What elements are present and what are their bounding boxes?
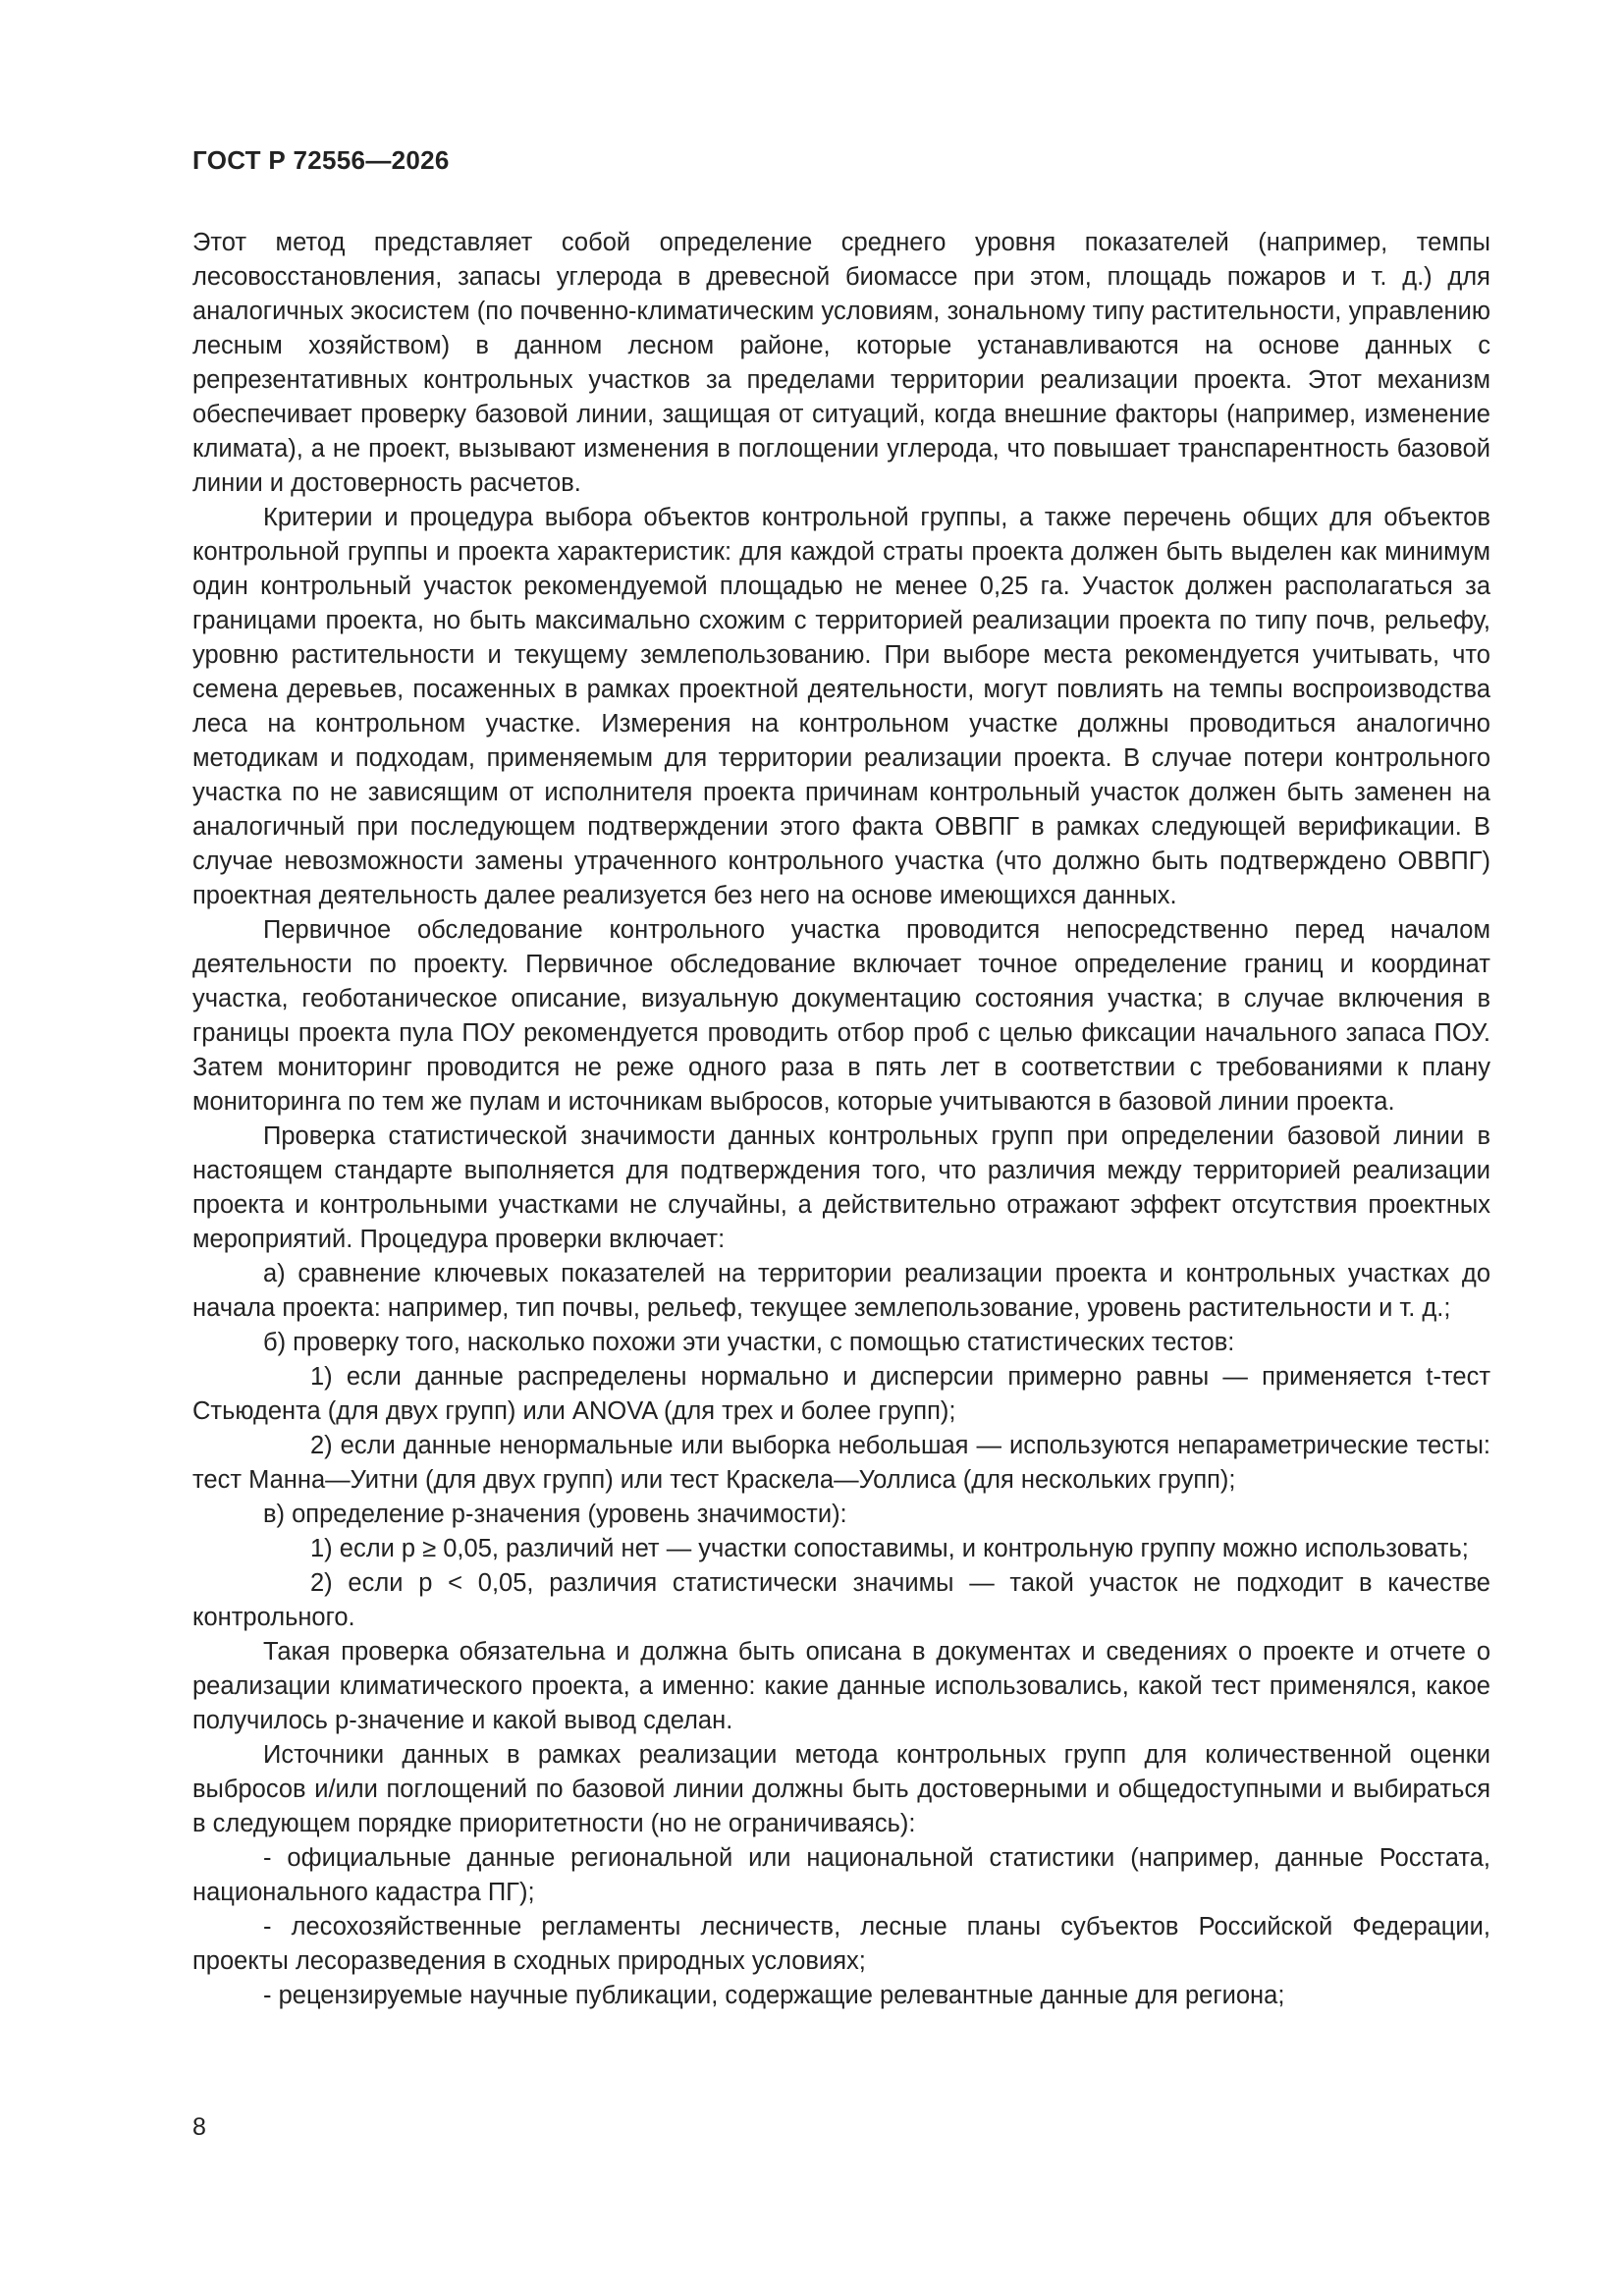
paragraph-initial-survey: Первичное обследование контрольного участка проводится непосредственно перед началом деятельности по проекту. Первичное обследование включает точное определение границ и координат участка, геоботаническое описание, визуальную документацию состояния участка; в случае включения в границы проекта пула ПОУ рекомендуется проводить отбор проб с целью фиксации начального запаса ПОУ. Затем мониторинг проводится не реже одного раза в пять лет в соответствии с требованиями к плану мониторинга по тем же пулам и источникам выбросов, которые учитываются в базовой линии проекта. (192, 916, 1490, 1116)
list-item-v-2: 2) если p < 0,05, различия статистически значимы — такой участок не подходит в качестве контрольного. (192, 1569, 1490, 1631)
list-item-b: б) проверку того, насколько похожи эти участки, с помощью статистических тестов: (263, 1329, 1235, 1356)
source-item-official-statistics: - официальные данные региональной или национальной статистики (например, данные Росстата, национального кадастра ПГ); (192, 1844, 1490, 1906)
list-item-v: в) определение p-значения (уровень значимости): (263, 1501, 847, 1528)
paragraph-data-sources: Источники данных в рамках реализации метода контрольных групп для количественной оценки выбросов и/или поглощений по базовой линии должны быть достоверными и общедоступными и выбираться в следующем порядке приоритетности (но не ограничиваясь): (192, 1741, 1490, 1837)
list-item-v-1: 1) если p ≥ 0,05, различий нет — участки сопоставимы, и контрольную группу можно использовать; (310, 1535, 1469, 1562)
list-item-a: а) сравнение ключевых показателей на территории реализации проекта и контрольных участках до начала проекта: например, тип почвы, рельеф, текущее землепользование, уровень растительности и т. д.; (192, 1260, 1490, 1322)
standard-header: ГОСТ Р 72556—2026 (192, 145, 450, 175)
list-item-b-1: 1) если данные распределены нормально и дисперсии примерно равны — применяется t-тест Стьюдента (для двух групп) или ANOVA (для трех и более групп); (192, 1363, 1490, 1425)
source-item-publications: - рецензируемые научные публикации, содержащие релевантные данные для региона; (263, 1982, 1285, 2009)
page-number: 8 (192, 2113, 206, 2141)
paragraph-check-required: Такая проверка обязательна и должна быть описана в документах и сведениях о проекте и отчете о реализации климатического проекта, а именно: какие данные использовались, какой тест применялся, какое получилось p-значение и какой вывод сделан. (192, 1638, 1490, 1734)
document-body (192, 226, 1490, 2013)
paragraph-method-description: Этот метод представляет собой определение среднего уровня показателей (например, темпы лесовосстановления, запасы углерода в древесной биомассе при этом, площадь пожаров и т. д.) для аналогичных экосистем (по почвенно-климатическим условиям, зональному типу растительности, управлению лесным хозяйством) в данном лесном районе, которые устанавливаются на основе данных с репрезентативных контрольных участков за пределами территории реализации проекта. Этот механизм обеспечивает проверку базовой линии, защищая от ситуаций, когда внешние факторы (например, изменение климата), а не проект, вызывают изменения в поглощении углерода, что повышает транспарентность базовой линии и достоверность расчетов. (192, 229, 1490, 497)
source-item-forestry-regulations: - лесохозяйственные регламенты лесничеств, лесные планы субъектов Российской Федерации, проекты лесоразведения в сходных природных условиях; (192, 1913, 1490, 1975)
paragraph-control-group-criteria: Критерии и процедура выбора объектов контрольной группы, а также перечень общих для объектов контрольной группы и проекта характеристик: для каждой страты проекта должен быть выделен как минимум один контрольный участок рекомендуемой площадью не менее 0,25 га. Участок должен располагаться за границами проекта, но быть максимально схожим с территорией реализации проекта по типу почв, рельефу, уровню растительности и текущему землепользованию. При выборе места рекомендуется учитывать, что семена деревьев, посаженных в рамках проектной деятельности, могут повлиять на темпы воспроизводства леса на контрольном участке. Измерения на контрольном участке должны проводиться аналогично методикам и подходам, применяемым для территории реализации проекта. В случае потери контрольного участка по не зависящим от исполнителя проекта причинам контрольный участок должен быть заменен на аналогичный при последующем подтверждении этого факта ОВВПГ в рамках следующей верификации. В случае невозможности замены утраченного контрольного участка (что должно быть подтверждено ОВВПГ) проектная деятельность далее реализуется без него на основе имеющихся данных. (192, 504, 1490, 909)
paragraph-significance-check: Проверка статистической значимости данных контрольных групп при определении базовой линии в настоящем стандарте выполняется для подтверждения того, что различия между территорией реализации проекта и контрольными участками не случайны, а действительно отражают эффект отсутствия проектных мероприятий. Процедура проверки включает: (192, 1122, 1490, 1253)
list-item-b-2: 2) если данные ненормальные или выборка небольшая — используются непараметрические тесты: тест Манна—Уитни (для двух групп) или тест Краскела—Уоллиса (для нескольких групп); (192, 1432, 1490, 1494)
